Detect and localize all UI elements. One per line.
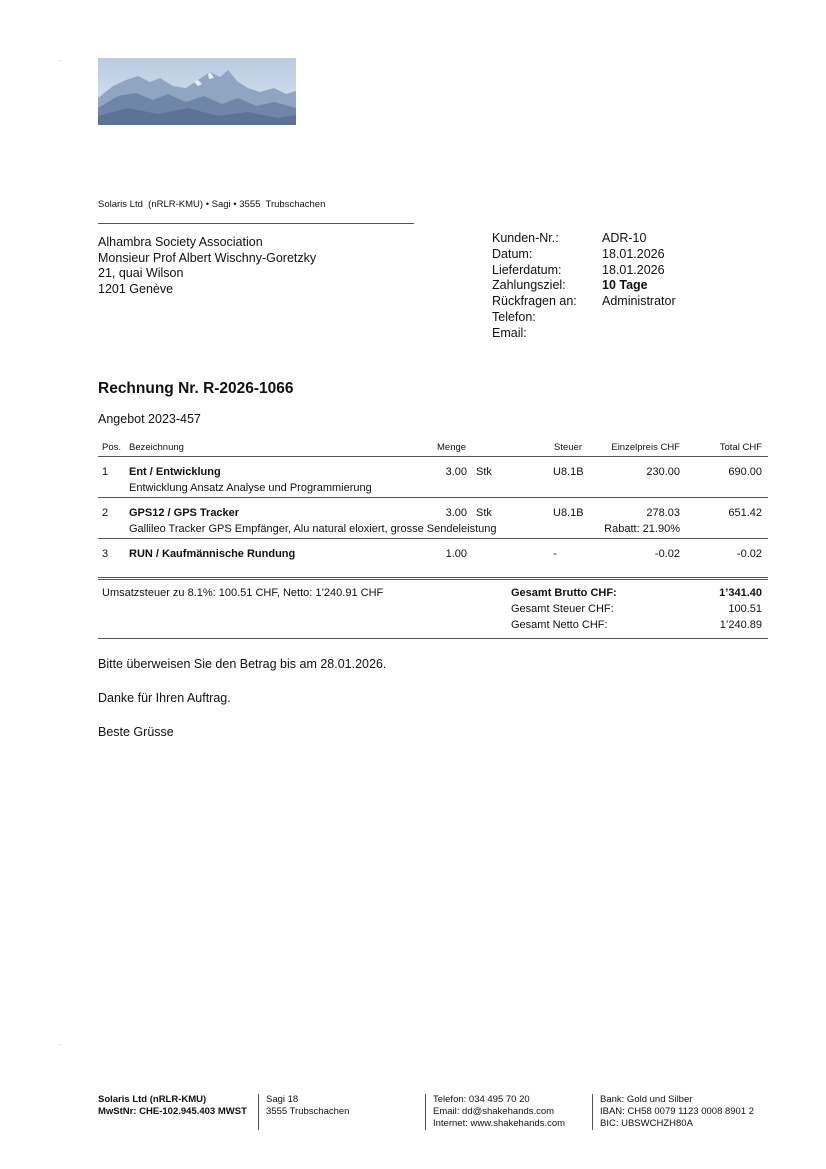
row-tax: -	[553, 548, 557, 560]
meta-terms: Zahlungsziel: 10 Tage	[492, 278, 648, 293]
net-value: 1’240.89	[719, 619, 762, 631]
row-description: Entwicklung Ansatz Analyse und Programmierung	[129, 482, 372, 494]
footer-city: 3555 Trubschachen	[266, 1106, 350, 1118]
header-qty: Menge	[437, 442, 467, 453]
sender-line: Solaris Ltd (nRLR-KMU) • Sagi • 3555 Trubschachen	[98, 199, 326, 210]
row-name: GPS12 / GPS Tracker	[129, 507, 240, 519]
row-price: -0.02	[654, 548, 680, 560]
footer-company	[98, 1094, 247, 1118]
row-name: RUN / Kaufmännische Rundung	[129, 548, 296, 560]
row-total: -0.02	[736, 548, 762, 560]
footer-email: Email: dd@shakehands.com	[433, 1106, 555, 1118]
footer-divider	[425, 1094, 426, 1130]
recipient-line: Monsieur Prof Albert Wischny-Goretzky	[98, 250, 317, 265]
footer-address	[266, 1094, 349, 1118]
tax-label: Gesamt Steuer CHF:	[511, 603, 614, 615]
margin-mark	[60, 60, 61, 61]
vat-note: Umsatzsteuer zu 8.1%: 100.51 CHF, Netto: 1’240.91 CHF	[102, 587, 384, 599]
invoice-meta	[492, 231, 676, 342]
header-total: Total CHF	[719, 442, 762, 453]
meta-contact: Rückfragen an: Administrator	[492, 294, 676, 309]
meta-customer-no: Kunden-Nr.: ADR-10	[492, 231, 647, 245]
row-name: Ent / Entwicklung	[129, 466, 221, 478]
header-desc: Bezeichnung	[129, 442, 184, 453]
footer-phone: Telefon: 034 495 70 20	[433, 1094, 530, 1105]
gross-value: 1’341.40	[719, 587, 762, 599]
regards-text: Beste Grüsse	[98, 725, 174, 739]
footer-divider	[592, 1094, 593, 1130]
footer-divider	[258, 1094, 259, 1130]
row-total: 690.00	[728, 466, 762, 478]
company-logo-image	[98, 58, 296, 125]
recipient-line: 21, quai Wilson	[98, 266, 184, 280]
footer-bank-name: Bank: Gold und Silber	[600, 1094, 693, 1105]
footer-contact	[433, 1094, 565, 1131]
meta-delivery: Lieferdatum: 18.01.2026	[492, 262, 665, 277]
header-tax: Steuer	[554, 442, 582, 453]
row-pos: 3	[102, 548, 109, 560]
gross-label: Gesamt Brutto CHF:	[511, 587, 617, 599]
table-row	[98, 539, 768, 580]
recipient-address	[98, 235, 316, 297]
row-qty: 1.00	[445, 548, 467, 560]
footer-company-name: Solaris Ltd (nRLR-KMU)	[98, 1094, 207, 1105]
line-items-table	[98, 440, 768, 580]
row-price: 278.03	[646, 507, 680, 519]
row-pos: 2	[102, 507, 109, 519]
thanks-text: Danke für Ihren Auftrag.	[98, 691, 231, 705]
row-price: 230.00	[646, 466, 680, 478]
tax-value: 100.51	[728, 603, 762, 615]
row-tax: U8.1B	[553, 466, 584, 478]
meta-date: Datum: 18.01.2026	[492, 246, 665, 261]
header-pos: Pos.	[102, 442, 122, 453]
meta-phone: Telefon:	[492, 309, 536, 324]
footer-bic: BIC: UBSWCHZH80A	[600, 1118, 693, 1130]
recipient-line: Alhambra Society Association	[98, 235, 263, 249]
table-header	[98, 440, 768, 457]
invoice-title: Rechnung Nr. R-2026-1066	[98, 380, 294, 397]
row-unit: Stk	[476, 507, 492, 519]
net-label: Gesamt Netto CHF:	[511, 619, 608, 631]
row-tax: U8.1B	[553, 507, 584, 519]
row-discount: Rabatt: 21.90%	[604, 523, 680, 535]
row-qty: 3.00	[445, 507, 467, 519]
row-qty: 3.00	[445, 466, 467, 478]
recipient-line: 1201 Genève	[98, 281, 174, 296]
row-unit: Stk	[476, 466, 492, 478]
row-description: Gallileo Tracker GPS Empfänger, Alu natural eloxiert, grosse Sendeleistung	[129, 523, 497, 535]
table-row	[98, 457, 768, 498]
payment-instruction: Bitte überweisen Sie den Betrag bis am 28.01.2026.	[98, 657, 387, 671]
sender-divider	[98, 223, 414, 224]
footer-bank	[600, 1094, 754, 1131]
header-price: Einzelpreis CHF	[611, 442, 680, 453]
row-total: 651.42	[728, 507, 762, 519]
footer-vat-no: MwStNr: CHE-102.945.403 MWST	[98, 1106, 247, 1118]
footer-website: Internet: www.shakehands.com	[433, 1118, 566, 1130]
margin-mark	[60, 1044, 61, 1045]
footer-street: Sagi 18	[266, 1094, 299, 1105]
offer-reference: Angebot 2023-457	[98, 412, 201, 426]
totals-summary	[98, 577, 768, 639]
mountain-image	[98, 58, 296, 125]
table-row	[98, 498, 768, 539]
meta-email: Email:	[492, 325, 527, 340]
footer-iban: IBAN: CH58 0079 1123 0008 8901 2	[600, 1106, 755, 1118]
row-pos: 1	[102, 466, 109, 478]
